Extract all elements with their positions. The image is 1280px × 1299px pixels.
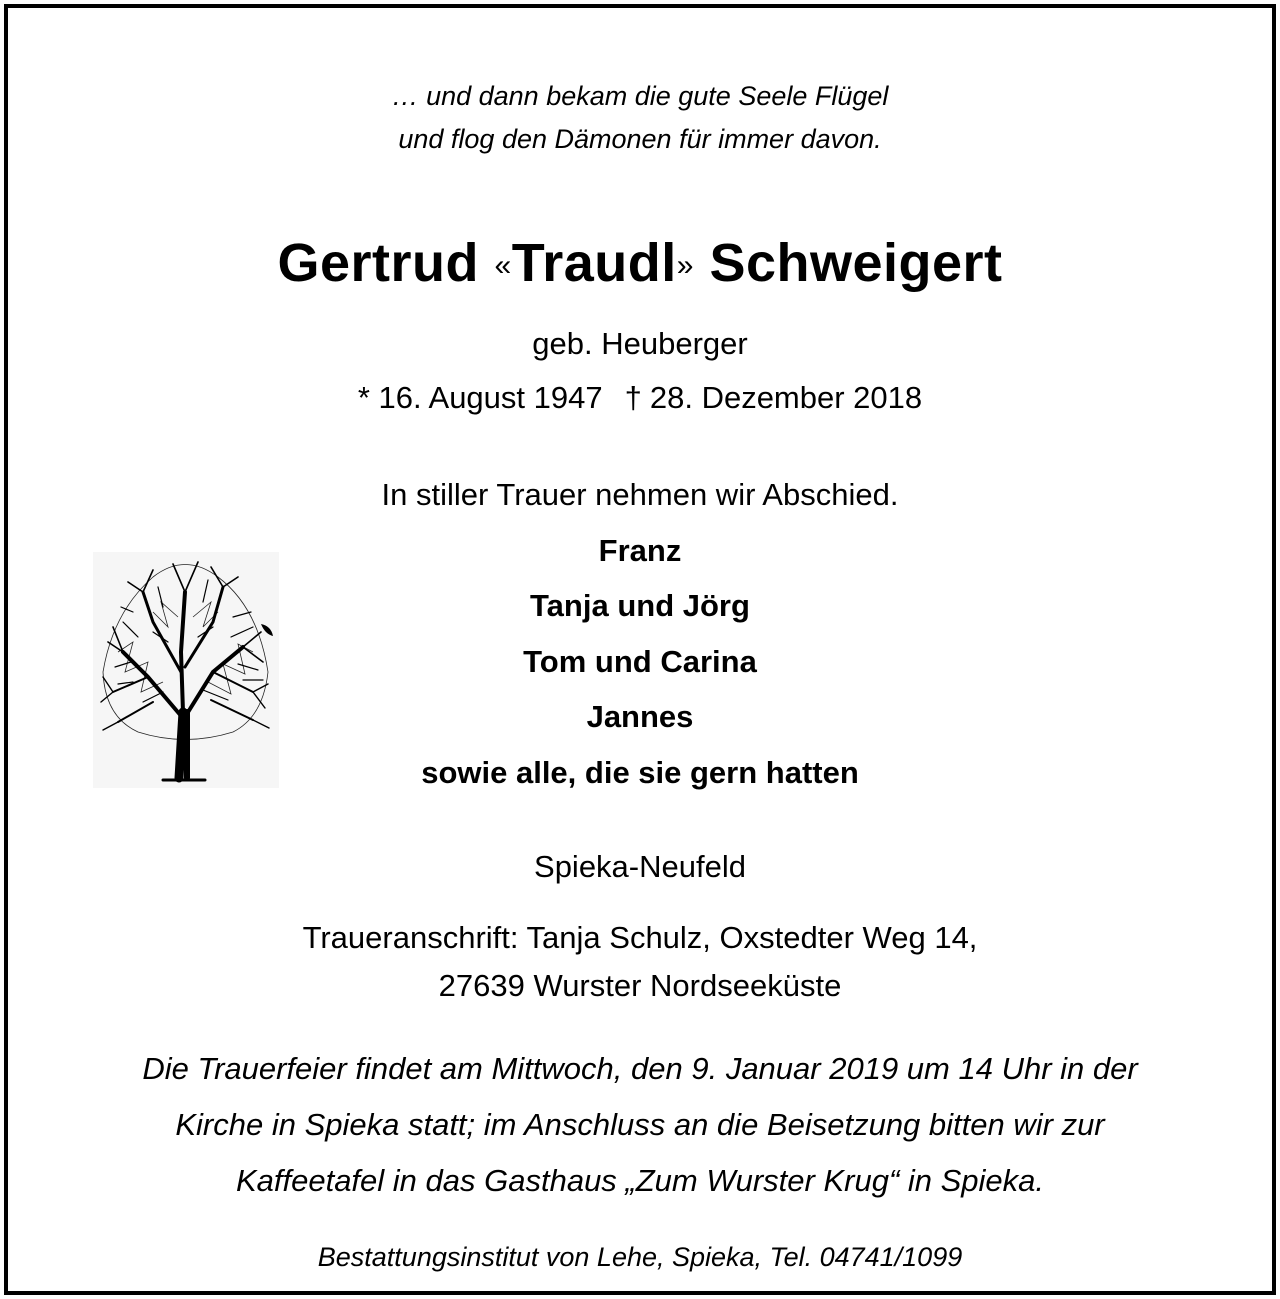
death-date: 28. Dezember 2018 [649, 380, 923, 415]
first-name: Gertrud [277, 233, 479, 293]
deceased-name [0, 232, 1280, 294]
address-line-2: 27639 Wurster Nordseeküste [438, 968, 842, 1003]
funeral-home-footer: Bestattungsinstitut von Lehe, Spieka, Tel. 04741/1099 [317, 1242, 963, 1272]
mourning-intro: In stiller Trauer nehmen wir Abschied. [381, 477, 899, 512]
last-name: Schweigert [709, 233, 1003, 293]
maiden-name: geb. Heuberger [532, 326, 748, 361]
mourner-name: Tanja und Jörg [530, 588, 750, 623]
motto-line-1: … und dann bekam die gute Seele Flügel [391, 81, 889, 111]
ceremony-line-2: Kirche in Spieka statt; im Anschluss an die Beisetzung bitten wir zur [175, 1107, 1105, 1142]
mourner-name: Jannes [586, 699, 694, 734]
motto-line-2: und flog den Dämonen für immer davon. [398, 124, 882, 154]
ceremony-line-1: Die Trauerfeier findet am Mittwoch, den 9. Januar 2019 um 14 Uhr in der [142, 1051, 1138, 1086]
address-line-1: Traueranschrift: Tanja Schulz, Oxstedter Weg 14, [302, 920, 978, 955]
cross-icon: † [624, 380, 642, 415]
life-dates [0, 380, 1280, 416]
mourner-name: sowie alle, die sie gern hatten [421, 755, 859, 790]
place: Spieka-Neufeld [534, 849, 746, 884]
mourner-name: Tom und Carina [523, 644, 757, 679]
tree-icon [93, 552, 279, 788]
birth-date: * 16. August 1947 [357, 380, 603, 415]
quote-open: « [494, 249, 512, 282]
nickname: Traudl [511, 233, 677, 293]
ceremony-line-3: Kaffeetafel in das Gasthaus „Zum Wurster Krug“ in Spieka. [235, 1163, 1045, 1198]
quote-close: » [676, 249, 694, 282]
mourner-name: Franz [598, 533, 682, 568]
